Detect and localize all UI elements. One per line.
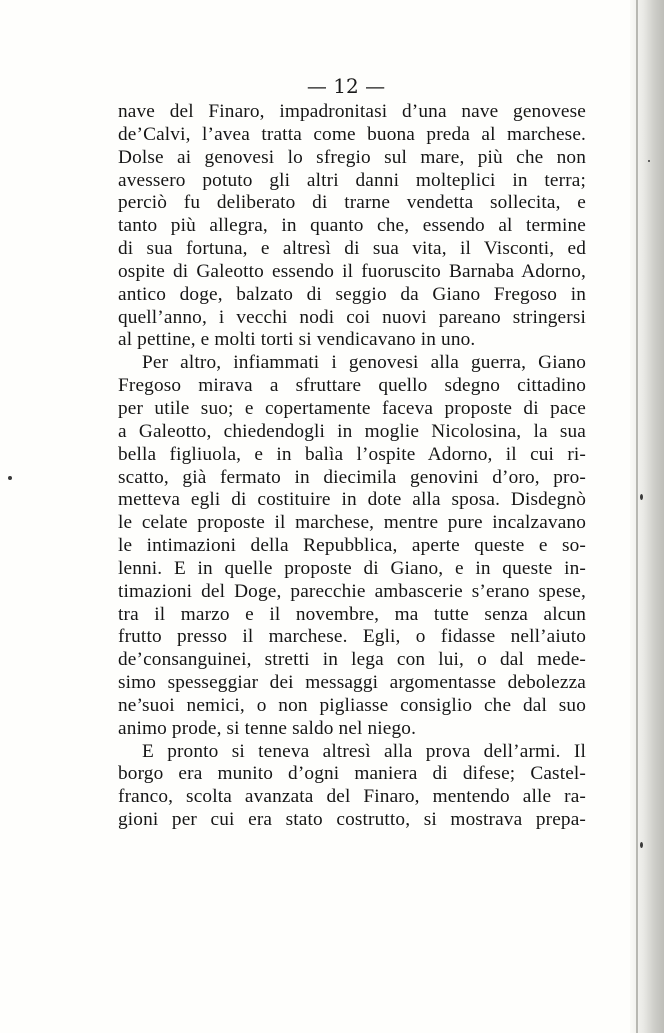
text-line: quell’anno, i vecchi nodi coi nuovi pareano stringersi: [118, 306, 586, 328]
text-line: di sua fortuna, e altresì di sua vita, il Visconti, ed: [118, 238, 586, 260]
ink-speck: [640, 842, 643, 848]
text-line: le intimazioni della Repubblica, aperte queste e so-: [118, 535, 586, 557]
text-line: le celate proposte il marchese, mentre pure incalzavano: [118, 512, 586, 534]
text-line: frutto presso il marchese. Egli, o fidasse nell’aiuto: [118, 626, 586, 648]
text-line: gioni per cui era stato costrutto, si mostrava prepa-: [118, 809, 586, 831]
text-line: animo prode, si tenne saldo nel niego.: [118, 717, 417, 739]
text-line: simo spesseggiar dei messaggi argomentasse debolezza: [118, 672, 586, 694]
text-line: al pettine, e molti torti si vendicavano in uno.: [118, 329, 476, 351]
ink-speck: [8, 476, 12, 480]
text-line: de’consanguinei, stretti in lega con lui, o dal mede-: [118, 649, 586, 671]
text-line: lenni. E in quelle proposte di Giano, e in queste in-: [118, 557, 586, 579]
text-line: per utile suo; e copertamente faceva proposte di pace: [118, 397, 586, 419]
text-line: metteva egli di costituire in dote alla sposa. Disdegnò: [118, 489, 586, 511]
text-line: timazioni del Doge, parecchie ambascerie s’erano spese,: [118, 580, 586, 602]
ink-speck: [648, 160, 650, 162]
text-line: E pronto si teneva altresì alla prova dell’armi. Il: [142, 740, 586, 762]
page-number: — 12 —: [306, 74, 386, 98]
text-line: a Galeotto, chiedendogli in moglie Nicolosina, la sua: [118, 420, 586, 442]
text-line: nave del Finaro, impadronitasi d’una nave genovese: [118, 101, 586, 122]
text-line: Dolse ai genovesi lo sfregio sul mare, più che non: [118, 146, 586, 168]
text-line: bella figliuola, e in balìa l’ospite Adorno, il cui ri-: [118, 443, 586, 465]
text-line: scatto, già fermato in diecimila genovini d’oro, pro-: [118, 466, 586, 488]
text-line: borgo era munito d’ogni maniera di difese; Castel-: [118, 763, 586, 785]
text-line: ne’suoi nemici, o non pigliasse consiglio che dal suo: [118, 694, 586, 716]
page-edge-line: [636, 0, 638, 1033]
body-text: [118, 101, 586, 832]
text-line: de’Calvi, l’avea tratta come buona preda al marchese.: [118, 123, 586, 145]
text-line: Per altro, infiammati i genovesi alla guerra, Giano: [142, 352, 586, 374]
text-line: ospite di Galeotto essendo il fuoruscito Barnaba Adorno,: [118, 260, 586, 282]
text-line: antico doge, balzato di seggio da Giano Fregoso in: [118, 283, 586, 305]
text-line: tra il marzo e il novembre, ma tutte senza alcun: [118, 603, 586, 625]
text-line: perciò fu deliberato di trarne vendetta sollecita, e: [118, 192, 586, 214]
text-line: franco, scolta avanzata del Finaro, mentendo alle ra-: [118, 786, 586, 808]
text-line: Fregoso mirava a sfruttare quello sdegno cittadino: [118, 375, 586, 397]
ink-speck: [640, 494, 643, 500]
text-line: tanto più allegra, in quanto che, essendo al termine: [118, 215, 586, 237]
text-line: avessero potuto gli altri danni molteplici in terra;: [118, 169, 586, 191]
